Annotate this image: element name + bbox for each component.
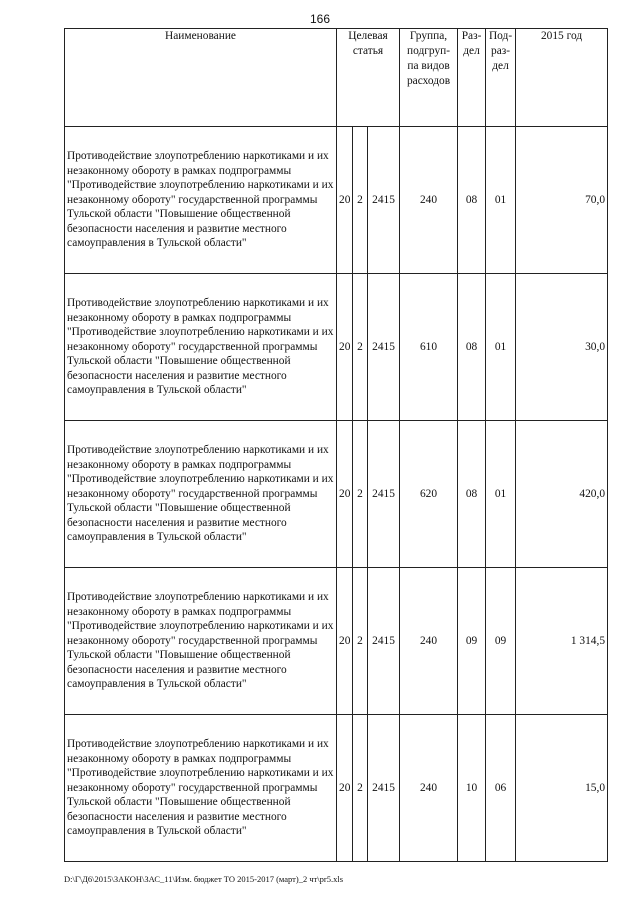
page-number: 166 (309, 12, 331, 26)
header-group: Группа, подгруп-па видов расходов (400, 29, 458, 127)
table-row (65, 274, 608, 421)
row-amount: 420,0 (516, 421, 608, 568)
row-target-subprogram: 2 (353, 421, 368, 568)
row-section: 09 (458, 568, 486, 715)
row-target-direction: 2415 (368, 127, 400, 274)
row-target-program: 20 (337, 127, 353, 274)
row-target-program: 20 (337, 568, 353, 715)
row-expense-group: 240 (400, 568, 458, 715)
row-name: Противодействие злоупотреблению наркотиками и их незаконному обороту в рамках подпрограммы "Противодействие злоупотреблению наркотиками и их незаконному обороту" государственной программы Тульской области "Повышение общественной безопасности населения и развитие местного самоуправления в Тульской области" (65, 127, 337, 274)
row-name: Противодействие злоупотреблению наркотиками и их незаконному обороту в рамках подпрограммы "Противодействие злоупотреблению наркотиками и их незаконному обороту" государственной программы Тульской области "Повышение общественной безопасности населения и развитие местного самоуправления в Тульской области" (65, 568, 337, 715)
row-subsection: 01 (486, 274, 516, 421)
row-amount: 70,0 (516, 127, 608, 274)
row-amount: 15,0 (516, 715, 608, 862)
row-expense-group: 610 (400, 274, 458, 421)
row-target-program: 20 (337, 274, 353, 421)
row-expense-group: 240 (400, 127, 458, 274)
header-name: Наименование (65, 29, 337, 127)
row-expense-group: 620 (400, 421, 458, 568)
file-path-footer: D:\Г\Д6\2015\ЗАКОН\ЗАС_11\Изм. бюджет ТО 2015-2017 (март)_2 чт\pr5.xls (64, 874, 344, 884)
row-target-direction: 2415 (368, 274, 400, 421)
row-name: Противодействие злоупотреблению наркотиками и их незаконному обороту в рамках подпрограммы "Противодействие злоупотреблению наркотиками и их незаконному обороту" государственной программы Тульской области "Повышение общественной безопасности населения и развитие местного самоуправления в Тульской области" (65, 421, 337, 568)
row-section: 08 (458, 274, 486, 421)
header-subsection: Под-раз-дел (486, 29, 516, 127)
row-amount: 1 314,5 (516, 568, 608, 715)
row-subsection: 09 (486, 568, 516, 715)
row-target-subprogram: 2 (353, 715, 368, 862)
row-expense-group: 240 (400, 715, 458, 862)
row-subsection: 01 (486, 127, 516, 274)
table-row (65, 127, 608, 274)
header-year: 2015 год (516, 29, 608, 127)
row-subsection: 01 (486, 421, 516, 568)
table-row (65, 568, 608, 715)
row-target-direction: 2415 (368, 568, 400, 715)
row-name: Противодействие злоупотреблению наркотиками и их незаконному обороту в рамках подпрограммы "Противодействие злоупотреблению наркотиками и их незаконному обороту" государственной программы Тульской области "Повышение общественной безопасности населения и развитие местного самоуправления в Тульской области" (65, 715, 337, 862)
row-subsection: 06 (486, 715, 516, 862)
row-target-direction: 2415 (368, 715, 400, 862)
row-target-direction: 2415 (368, 421, 400, 568)
row-target-program: 20 (337, 421, 353, 568)
row-name: Противодействие злоупотреблению наркотиками и их незаконному обороту в рамках подпрограммы "Противодействие злоупотреблению наркотиками и их незаконному обороту" государственной программы Тульской области "Повышение общественной безопасности населения и развитие местного самоуправления в Тульской области" (65, 274, 337, 421)
header-section: Раз-дел (458, 29, 486, 127)
budget-table (64, 28, 608, 862)
table-row (65, 715, 608, 862)
row-section: 08 (458, 421, 486, 568)
row-target-program: 20 (337, 715, 353, 862)
header-row (65, 29, 608, 127)
row-target-subprogram: 2 (353, 127, 368, 274)
table-row (65, 421, 608, 568)
row-target-subprogram: 2 (353, 274, 368, 421)
row-section: 08 (458, 127, 486, 274)
row-amount: 30,0 (516, 274, 608, 421)
row-section: 10 (458, 715, 486, 862)
header-target: Целевая статья (337, 29, 400, 127)
row-target-subprogram: 2 (353, 568, 368, 715)
